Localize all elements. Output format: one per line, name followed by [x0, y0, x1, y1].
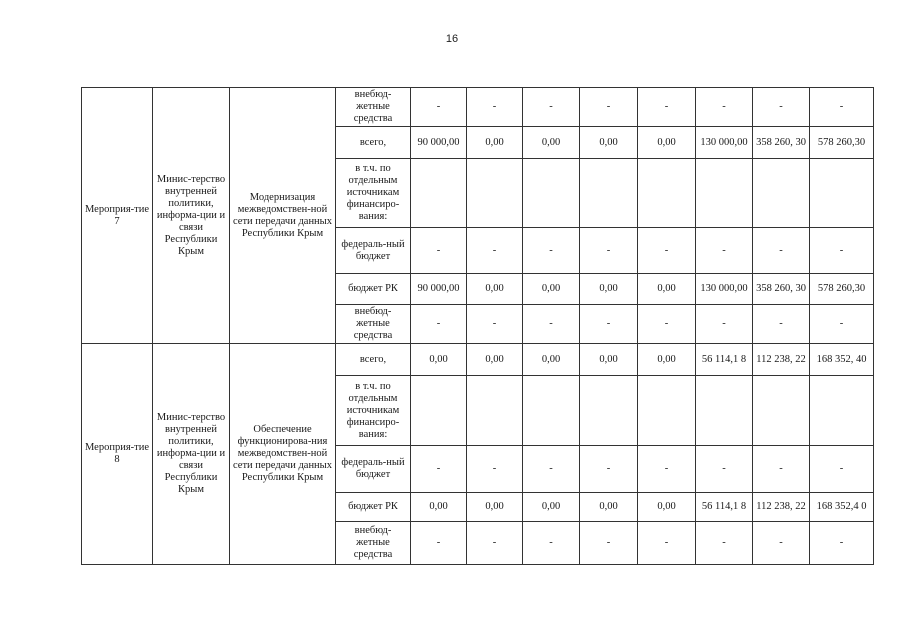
amount-cell: -: [810, 522, 874, 565]
funding-source: внебюд-жетные средства: [336, 88, 411, 127]
amount-cell: 56 114,1 8: [696, 344, 753, 376]
amount-cell: -: [411, 88, 467, 127]
amount-cell: -: [638, 228, 696, 274]
amount-cell: [411, 159, 467, 228]
responsible-org: Минис-терство внутренней политики, информа-ции и связи Республики Крым: [153, 88, 230, 344]
amount-cell: [696, 376, 753, 446]
amount-cell: 0,00: [580, 344, 638, 376]
amount-cell: 358 260, 30: [753, 127, 810, 159]
amount-cell: -: [753, 228, 810, 274]
amount-cell: [638, 159, 696, 228]
amount-cell: 358 260, 30: [753, 274, 810, 305]
amount-cell: -: [696, 228, 753, 274]
amount-cell: 0,00: [411, 344, 467, 376]
event-name: Модернизация межведомствен-ной сети передачи данных Республики Крым: [230, 88, 336, 344]
amount-cell: -: [638, 88, 696, 127]
amount-cell: -: [580, 446, 638, 493]
amount-cell: [523, 159, 580, 228]
amount-cell: -: [638, 305, 696, 344]
amount-cell: 0,00: [523, 127, 580, 159]
amount-cell: -: [696, 446, 753, 493]
funding-source: внебюд-жетные средства: [336, 305, 411, 344]
amount-cell: [810, 159, 874, 228]
amount-cell: 0,00: [638, 274, 696, 305]
amount-cell: -: [810, 446, 874, 493]
amount-cell: 0,00: [467, 344, 523, 376]
amount-cell: 0,00: [467, 493, 523, 522]
amount-cell: -: [696, 88, 753, 127]
amount-cell: 0,00: [523, 493, 580, 522]
amount-cell: -: [523, 228, 580, 274]
funding-source: всего,: [336, 344, 411, 376]
event-label: Мероприя-тие 8: [82, 344, 153, 565]
event-name: Обеспечение функционирова-ния межведомствен-ной сети передачи данных Республики Крым: [230, 344, 336, 565]
amount-cell: -: [523, 446, 580, 493]
amount-cell: 578 260,30: [810, 274, 874, 305]
funding-source: внебюд-жетные средства: [336, 522, 411, 565]
amount-cell: -: [523, 88, 580, 127]
amount-cell: -: [523, 305, 580, 344]
amount-cell: 168 352, 40: [810, 344, 874, 376]
amount-cell: -: [580, 88, 638, 127]
amount-cell: 0,00: [638, 127, 696, 159]
amount-cell: 90 000,00: [411, 274, 467, 305]
amount-cell: 0,00: [467, 274, 523, 305]
amount-cell: [810, 376, 874, 446]
amount-cell: -: [523, 522, 580, 565]
funding-source: федераль-ный бюджет: [336, 228, 411, 274]
amount-cell: -: [467, 305, 523, 344]
amount-cell: 0,00: [523, 274, 580, 305]
amount-cell: [523, 376, 580, 446]
amount-cell: -: [411, 522, 467, 565]
amount-cell: -: [753, 305, 810, 344]
funding-source: федераль-ный бюджет: [336, 446, 411, 493]
amount-cell: 56 114,1 8: [696, 493, 753, 522]
amount-cell: -: [753, 446, 810, 493]
amount-cell: 0,00: [523, 344, 580, 376]
responsible-org: Минис-терство внутренней политики, информа-ции и связи Республики Крым: [153, 344, 230, 565]
amount-cell: 112 238, 22: [753, 344, 810, 376]
amount-cell: 112 238, 22: [753, 493, 810, 522]
page-number: 16: [445, 33, 459, 45]
funding-source: всего,: [336, 127, 411, 159]
amount-cell: -: [580, 228, 638, 274]
amount-cell: [638, 376, 696, 446]
amount-cell: -: [810, 305, 874, 344]
amount-cell: -: [638, 446, 696, 493]
amount-cell: [696, 159, 753, 228]
amount-cell: -: [753, 88, 810, 127]
amount-cell: -: [411, 305, 467, 344]
amount-cell: 130 000,00: [696, 274, 753, 305]
amount-cell: -: [638, 522, 696, 565]
amount-cell: -: [696, 522, 753, 565]
amount-cell: -: [467, 88, 523, 127]
amount-cell: [467, 159, 523, 228]
amount-cell: [580, 376, 638, 446]
amount-cell: 168 352,4 0: [810, 493, 874, 522]
amount-cell: 0,00: [580, 127, 638, 159]
amount-cell: -: [753, 522, 810, 565]
amount-cell: 0,00: [467, 127, 523, 159]
amount-cell: 0,00: [580, 274, 638, 305]
table-row: [82, 344, 874, 376]
amount-cell: [753, 159, 810, 228]
amount-cell: -: [467, 228, 523, 274]
amount-cell: -: [810, 88, 874, 127]
amount-cell: 0,00: [638, 493, 696, 522]
amount-cell: 0,00: [638, 344, 696, 376]
amount-cell: -: [810, 228, 874, 274]
amount-cell: -: [467, 522, 523, 565]
amount-cell: -: [411, 446, 467, 493]
amount-cell: -: [580, 305, 638, 344]
funding-source: бюджет РК: [336, 274, 411, 305]
amount-cell: -: [411, 228, 467, 274]
amount-cell: -: [580, 522, 638, 565]
amount-cell: [467, 376, 523, 446]
amount-cell: 0,00: [411, 493, 467, 522]
amount-cell: [753, 376, 810, 446]
funding-source: бюджет РК: [336, 493, 411, 522]
event-label: Мероприя-тие 7: [82, 88, 153, 344]
funding-source: в т.ч. по отдельным источникам финансиро-вания:: [336, 376, 411, 446]
amount-cell: 578 260,30: [810, 127, 874, 159]
amount-cell: 130 000,00: [696, 127, 753, 159]
amount-cell: 0,00: [580, 493, 638, 522]
amount-cell: [411, 376, 467, 446]
amount-cell: -: [467, 446, 523, 493]
funding-source: в т.ч. по отдельным источникам финансиро-вания:: [336, 159, 411, 228]
amount-cell: -: [696, 305, 753, 344]
amount-cell: [580, 159, 638, 228]
table-row: [82, 88, 874, 127]
budget-table: [81, 87, 874, 565]
budget-table-body: [82, 88, 874, 565]
amount-cell: 90 000,00: [411, 127, 467, 159]
